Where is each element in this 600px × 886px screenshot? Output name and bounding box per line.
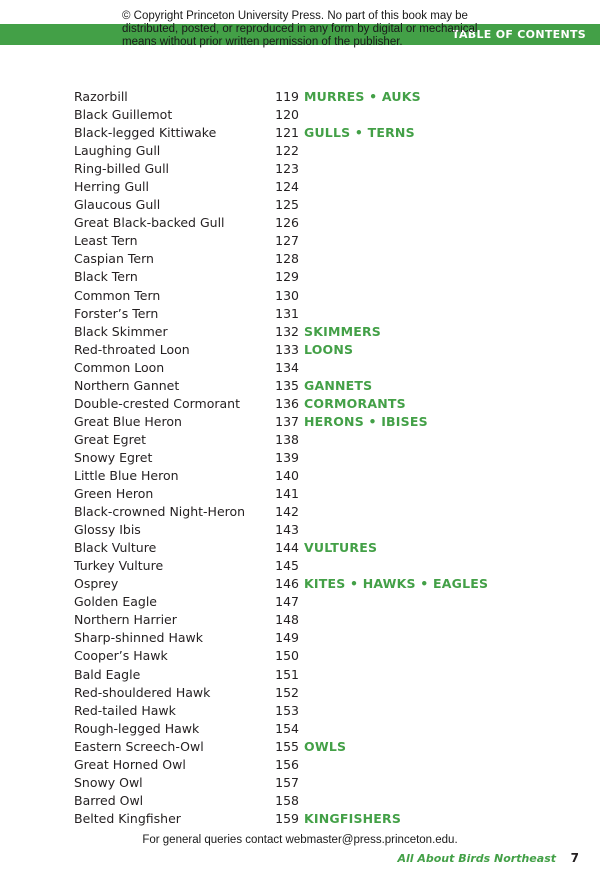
toc-row — [74, 539, 494, 557]
page-ref: 132 — [275, 323, 299, 339]
species-name: Least Tern — [74, 233, 138, 249]
species-name: Little Blue Heron — [74, 467, 179, 483]
page-ref: 120 — [275, 107, 299, 123]
toc-row — [74, 449, 494, 467]
species-name: Belted Kingfisher — [74, 810, 181, 826]
species-name: Black-legged Kittiwake — [74, 125, 217, 141]
species-name: Black Vulture — [74, 540, 157, 556]
general-queries-note: For general queries contact webmaster@press.princeton.edu. — [142, 834, 458, 846]
page-ref: 136 — [275, 395, 299, 411]
page-ref: 155 — [275, 738, 299, 754]
species-name: Black Guillemot — [74, 107, 173, 123]
toc-row — [74, 160, 494, 178]
section-heading: OWLS — [304, 738, 347, 754]
species-name: Great Black-backed Gull — [74, 215, 225, 231]
species-name: Osprey — [74, 576, 119, 592]
species-name: Northern Gannet — [74, 377, 180, 393]
page-ref: 159 — [275, 810, 299, 826]
page-ref: 141 — [275, 486, 299, 502]
toc-row — [74, 196, 494, 214]
page-ref: 131 — [275, 305, 299, 321]
page-ref: 154 — [275, 720, 299, 736]
toc-row — [74, 359, 494, 377]
species-name: Caspian Tern — [74, 251, 154, 267]
toc-row — [74, 521, 494, 539]
page-ref: 143 — [275, 522, 299, 538]
page-ref: 151 — [275, 666, 299, 682]
page-ref: 134 — [275, 359, 299, 375]
page-ref: 153 — [275, 702, 299, 718]
toc-row — [74, 557, 494, 575]
copyright-line: means without prior written permission of the publisher. — [122, 36, 403, 48]
page-ref: 128 — [275, 251, 299, 267]
toc-row — [74, 214, 494, 232]
page-ref: 122 — [275, 143, 299, 159]
toc-row — [74, 413, 494, 431]
toc-row — [74, 106, 494, 124]
page-ref: 133 — [275, 341, 299, 357]
species-name: Rough-legged Hawk — [74, 720, 200, 736]
species-name: Snowy Egret — [74, 449, 153, 465]
copyright-line: © Copyright Princeton University Press. No part of this book may be — [122, 10, 468, 22]
section-heading: VULTURES — [304, 540, 378, 556]
species-name: Northern Harrier — [74, 612, 177, 628]
page-ref: 149 — [275, 630, 299, 646]
toc-row — [74, 810, 494, 828]
page-ref: 138 — [275, 431, 299, 447]
toc-row — [74, 287, 494, 305]
page-ref: 130 — [275, 287, 299, 303]
copyright-notice — [122, 10, 522, 49]
toc-row — [74, 684, 494, 702]
toc-row — [74, 702, 494, 720]
toc-row — [74, 124, 494, 142]
toc-row — [74, 377, 494, 395]
section-heading: LOONS — [304, 341, 354, 357]
page-ref: 119 — [275, 89, 299, 104]
toc-row — [74, 756, 494, 774]
page-ref: 142 — [275, 504, 299, 520]
species-name: Red-tailed Hawk — [74, 702, 176, 718]
page-ref: 139 — [275, 449, 299, 465]
page-ref: 148 — [275, 612, 299, 628]
page-ref: 123 — [275, 161, 299, 177]
page-ref: 121 — [275, 125, 299, 141]
species-name: Glaucous Gull — [74, 197, 161, 213]
toc-row — [74, 305, 494, 323]
species-name: Common Tern — [74, 287, 161, 303]
toc-row — [74, 232, 494, 250]
toc-row — [74, 250, 494, 268]
toc-row — [74, 647, 494, 665]
page-ref: 145 — [275, 558, 299, 574]
toc-row — [74, 503, 494, 521]
species-name: Black Skimmer — [74, 323, 168, 339]
copyright-line: distributed, posted, or reproduced in any form by digital or mechanical — [122, 23, 478, 35]
species-name: Black Tern — [74, 269, 138, 285]
species-name: Ring-billed Gull — [74, 161, 170, 177]
species-name: Turkey Vulture — [74, 558, 164, 574]
section-heading: KINGFISHERS — [304, 810, 402, 826]
page-ref: 126 — [275, 215, 299, 231]
toc-row — [74, 575, 494, 593]
toc-label: TABLE OF CONTENTS — [452, 28, 586, 41]
species-name: Red-throated Loon — [74, 341, 190, 357]
book-title: All About Birds Northeast — [397, 852, 556, 865]
page-ref: 140 — [275, 467, 299, 483]
toc-row — [74, 792, 494, 810]
page-ref: 156 — [275, 756, 299, 772]
toc-row — [74, 720, 494, 738]
section-heading: SKIMMERS — [304, 323, 381, 339]
toc-row — [74, 431, 494, 449]
species-name: Snowy Owl — [74, 774, 143, 790]
section-heading: CORMORANTS — [304, 395, 406, 411]
page-ref: 144 — [275, 540, 299, 556]
page-ref: 129 — [275, 269, 299, 285]
section-heading: HERONS • IBISES — [304, 413, 428, 429]
species-name: Sharp-shinned Hawk — [74, 630, 203, 646]
page-ref: 135 — [275, 377, 299, 393]
toc-row — [74, 774, 494, 792]
page-ref: 158 — [275, 792, 299, 808]
page-ref: 150 — [275, 648, 299, 664]
section-heading: GULLS • TERNS — [304, 125, 415, 141]
toc-row — [74, 593, 494, 611]
toc-row — [74, 485, 494, 503]
toc-row — [74, 629, 494, 647]
toc-row — [74, 738, 494, 756]
species-name: Herring Gull — [74, 179, 150, 195]
page-ref: 137 — [275, 413, 299, 429]
toc-row — [74, 323, 494, 341]
section-heading: GANNETS — [304, 377, 373, 393]
section-heading: KITES • HAWKS • EAGLES — [304, 576, 489, 592]
species-name: Bald Eagle — [74, 666, 141, 682]
species-name: Great Egret — [74, 431, 147, 447]
page-ref: 157 — [275, 774, 299, 790]
species-name: Cooper’s Hawk — [74, 648, 168, 664]
toc-row — [74, 142, 494, 160]
toc-row — [74, 88, 494, 106]
page-number: 7 — [570, 851, 579, 865]
species-name: Golden Eagle — [74, 594, 157, 610]
toc-row — [74, 341, 494, 359]
page-ref: 147 — [275, 594, 299, 610]
page-ref: 152 — [275, 684, 299, 700]
species-name: Barred Owl — [74, 792, 144, 808]
species-name: Great Horned Owl — [74, 756, 186, 772]
page-ref: 127 — [275, 233, 299, 249]
species-name: Razorbill — [74, 89, 128, 104]
species-name: Forster’s Tern — [74, 305, 159, 321]
species-name: Laughing Gull — [74, 143, 161, 159]
page-ref: 124 — [275, 179, 299, 195]
species-name: Red-shouldered Hawk — [74, 684, 211, 700]
toc-row — [74, 611, 494, 629]
toc-list — [74, 88, 494, 828]
section-heading: MURRES • AUKS — [304, 89, 421, 104]
toc-row — [74, 467, 494, 485]
species-name: Double-crested Cormorant — [74, 395, 240, 411]
species-name: Great Blue Heron — [74, 413, 182, 429]
species-name: Common Loon — [74, 359, 165, 375]
page-ref: 125 — [275, 197, 299, 213]
species-name: Green Heron — [74, 486, 154, 502]
species-name: Eastern Screech-Owl — [74, 738, 204, 754]
toc-row — [74, 395, 494, 413]
page-ref: 146 — [275, 576, 299, 592]
toc-row — [74, 666, 494, 684]
species-name: Glossy Ibis — [74, 522, 141, 538]
toc-row — [74, 268, 494, 286]
species-name: Black-crowned Night-Heron — [74, 504, 246, 520]
toc-row — [74, 178, 494, 196]
